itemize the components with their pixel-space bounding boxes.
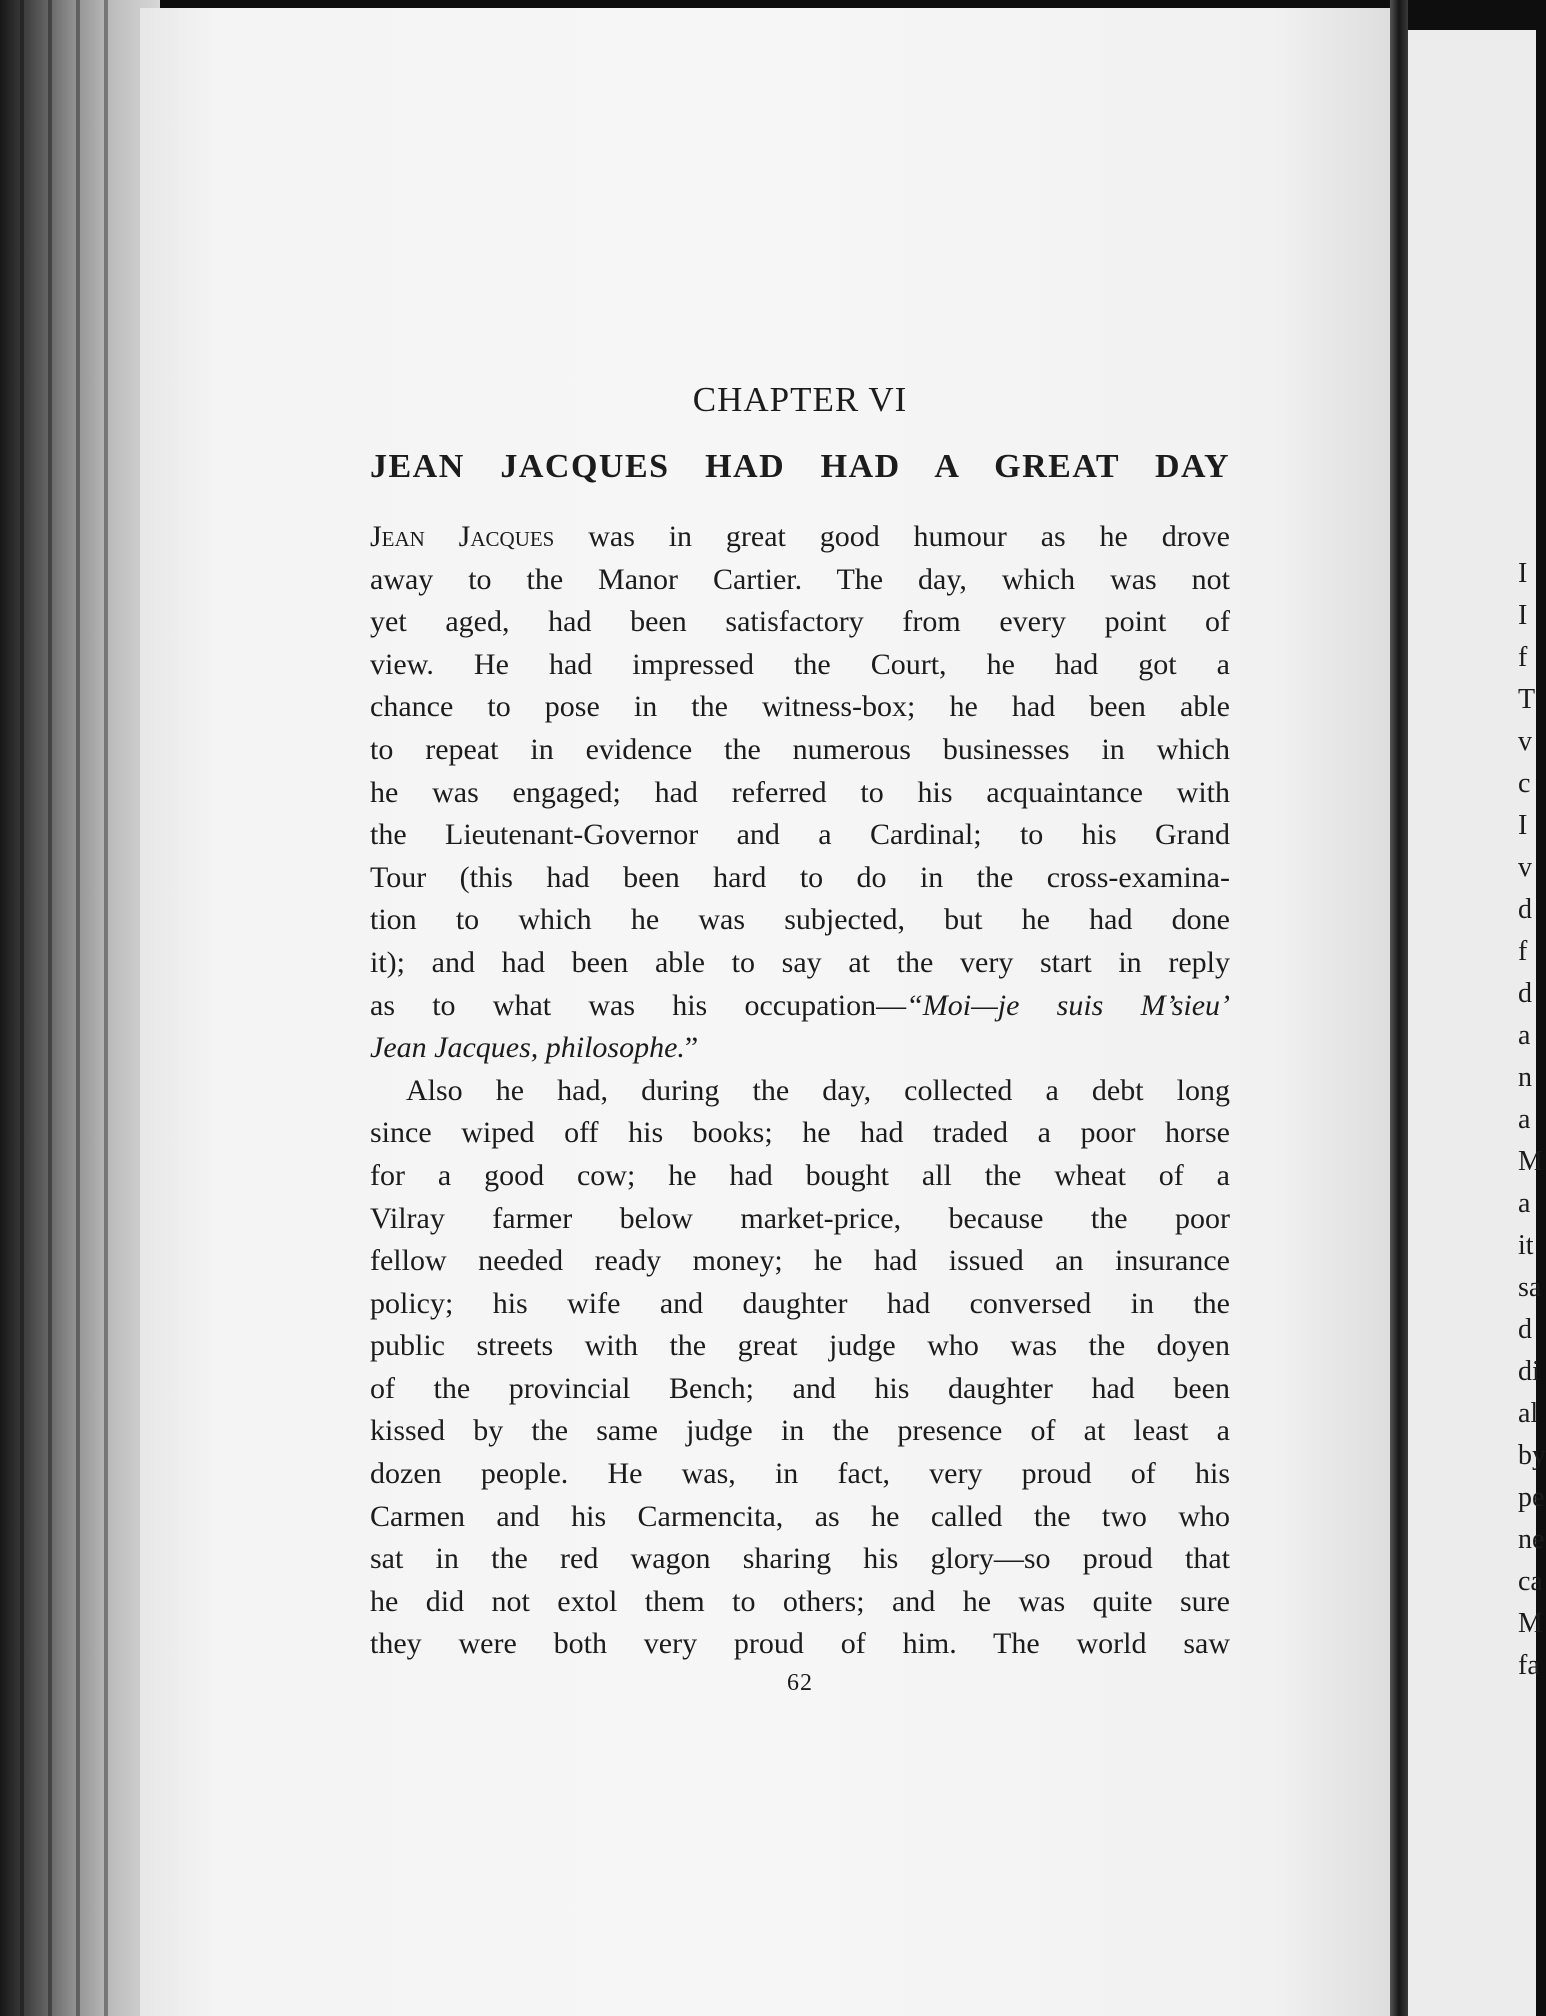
facing-page-fragment: fa [1518,1650,1540,1681]
facing-page [1408,30,1546,2016]
text-line: of the provincial Bench; and his daughter had been [370,1371,1230,1405]
text-line [370,1027,1230,1070]
facing-page-fragment: a [1518,1104,1531,1135]
text-line: he did not extol them to others; and he was quite sure [370,1584,1230,1618]
line-text: as to what was his occupation— [370,988,907,1022]
page-edge-line [104,0,108,2016]
text-line: Also he had, during the day, collected a debt long [406,1073,1230,1107]
facing-page-fragment: n [1518,1062,1532,1093]
facing-page-fragment: di [1518,1356,1540,1387]
facing-page-fragment: d [1518,978,1532,1009]
facing-page-fragment: c [1518,768,1531,799]
text-line: policy; his wife and daughter had conversed in the [370,1286,1230,1320]
facing-page-fragment: I [1518,810,1528,841]
text-line: view. He had impressed the Court, he had got a [370,647,1230,681]
facing-page-fragment: I [1518,600,1528,631]
text-line: yet aged, had been satisfactory from every point of [370,605,1230,639]
facing-page-fragment: v [1518,726,1532,757]
facing-page-fragment: T [1518,684,1536,715]
page-text-block [370,380,1230,1697]
facing-page-fragment: a [1518,1020,1531,1051]
page-edge-line [48,0,52,2016]
facing-page-fragment: M [1518,1608,1543,1639]
text-line: they were both very proud of him. The world saw [370,1627,1230,1661]
facing-page-fragment: d [1518,1314,1532,1345]
paragraph-1 [370,516,1230,1070]
facing-page-fragment: M [1518,1146,1543,1177]
text-line: to repeat in evidence the numerous businesses in which [370,732,1230,766]
text-line: Carmen and his Carmencita, as he called the two who [370,1499,1230,1533]
facing-page-fragment: by [1518,1440,1546,1471]
french-quote: Jean Jacques, philosophe. [370,1031,685,1065]
chapter-opening-words: Jean Jacques [370,520,555,553]
facing-page-fragment: sa [1518,1272,1542,1303]
text-line: tion to which he was subjected, but he had done [370,903,1230,937]
text-line: sat in the red wagon sharing his glory—so proud that [370,1542,1230,1576]
text-line: chance to pose in the witness-box; he had been able [370,690,1230,724]
text-line: since wiped off his books; he had traded a poor horse [370,1116,1230,1150]
line-text: was in great good humour as he drove [554,520,1230,553]
text-line: away to the Manor Cartier. The day, which was not [370,562,1230,596]
facing-page-fragment: f [1518,642,1528,673]
text-line: the Lieutenant-Governor and a Cardinal; to his Grand [370,818,1230,852]
chapter-title: JEAN JACQUES HAD HAD A GREAT DAY [370,448,1230,485]
french-quote: “Moi—je suis M’sieu’ [906,988,1231,1022]
text-line: fellow needed ready money; he had issued an insurance [370,1244,1230,1278]
text-line: he was engaged; had referred to his acquaintance with [370,775,1230,809]
facing-page-fragment: ne [1518,1524,1545,1555]
facing-page-fragment: d [1518,894,1532,925]
facing-page-fragment: al [1518,1398,1539,1429]
chapter-number: CHAPTER VI [692,380,908,419]
text-line: kissed by the same judge in the presence of at least a [370,1414,1230,1448]
page-number: 62 [787,1670,813,1697]
facing-page-fragment: f [1518,936,1528,967]
book-left-edge [0,0,160,2016]
facing-page-fragment: pe [1518,1482,1545,1513]
page-edge-line [76,0,80,2016]
facing-page-fragment: v [1518,852,1532,883]
paragraph-2 [370,1070,1230,1666]
text-line: dozen people. He was, in fact, very proud of his [370,1457,1230,1491]
text-line: Vilray farmer below market-price, because the poor [370,1201,1230,1235]
text-line [370,516,1230,559]
book-gutter [1390,0,1408,2016]
facing-page-fragment: it [1518,1230,1534,1261]
text-line: public streets with the great judge who was the doyen [370,1329,1230,1363]
facing-page-fragment: a [1518,1188,1531,1219]
text-line [370,985,1230,1028]
facing-page-fragment: ca [1518,1566,1543,1597]
text-line: Tour (this had been hard to do in the cross-examina- [370,860,1230,894]
closing-quote: ” [684,1031,699,1065]
text-line: for a good cow; he had bought all the wheat of a [370,1158,1230,1192]
page-edge-line [20,0,24,2016]
facing-page-fragment: I [1518,558,1528,589]
text-line: it); and had been able to say at the very start in reply [370,945,1230,979]
